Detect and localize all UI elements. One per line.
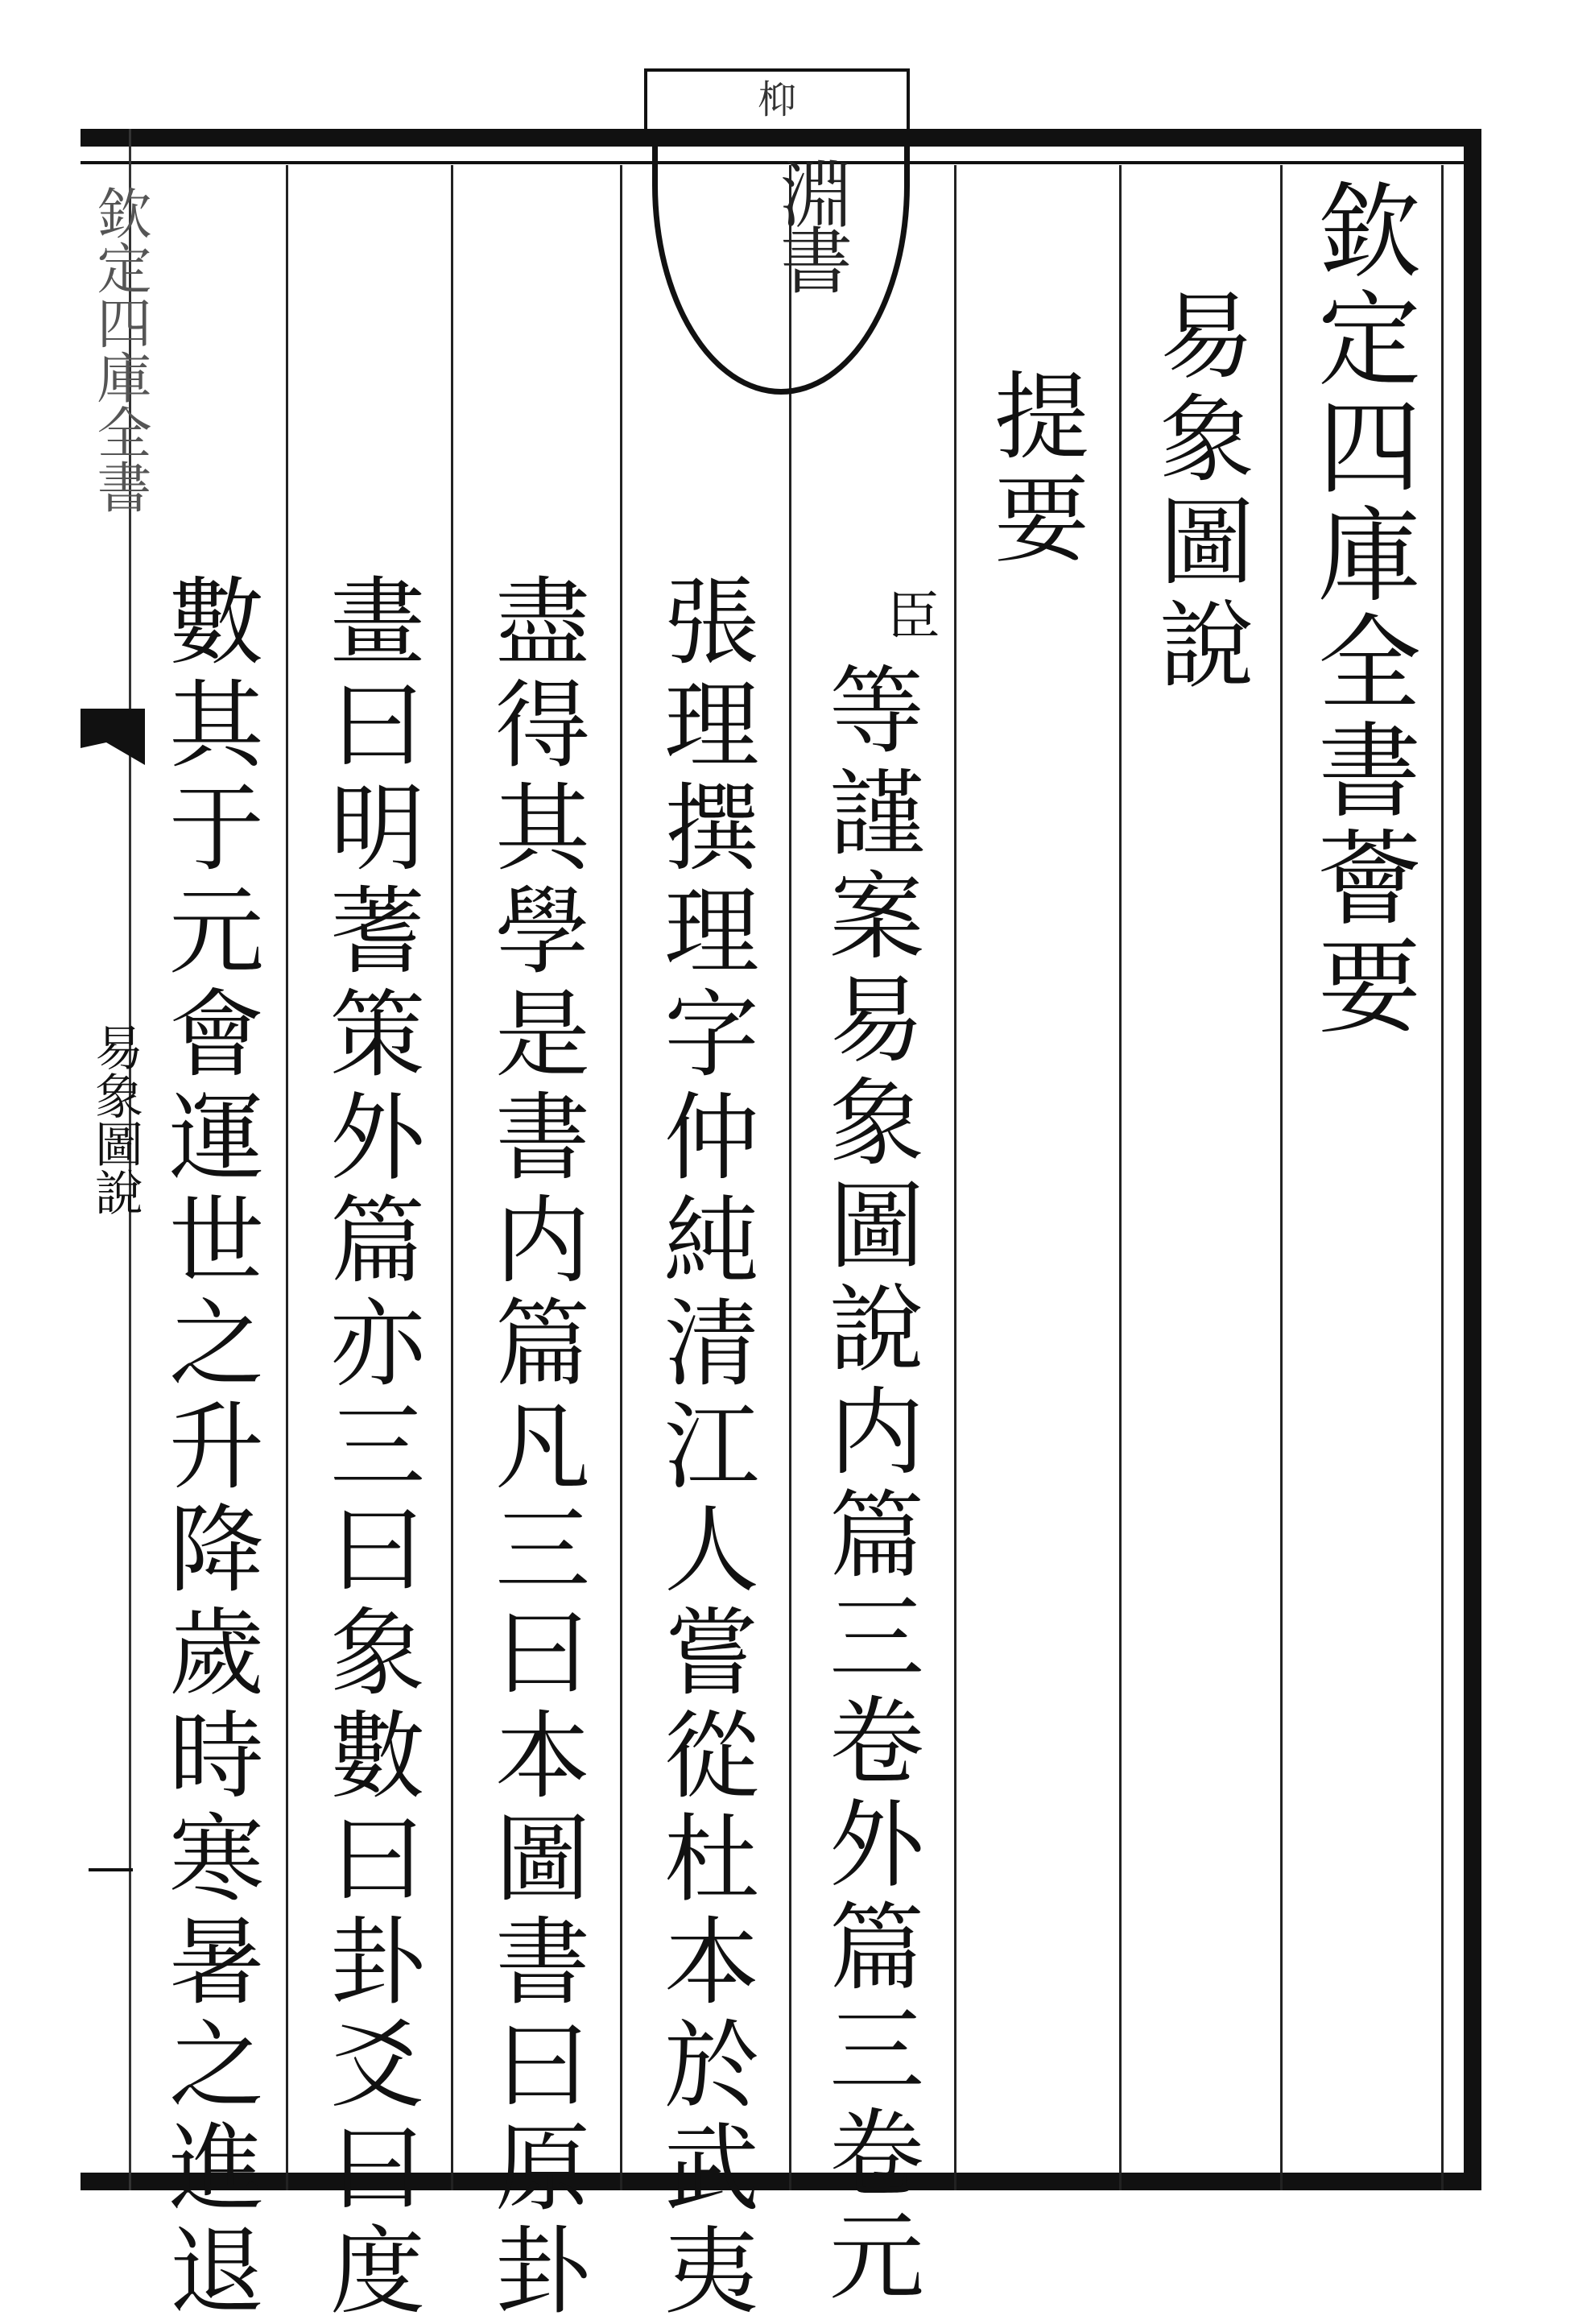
top-tab-label: 枊 bbox=[644, 68, 910, 129]
column-rule bbox=[451, 165, 453, 2190]
text-line-5: 數其于元會運世之升降歲時寒暑之進退 bbox=[153, 572, 264, 2324]
section-heading: 提要 bbox=[978, 366, 1089, 573]
column-rule bbox=[789, 165, 791, 2190]
seal-text: 淵書 bbox=[767, 157, 852, 289]
minister-mark: 臣 bbox=[878, 588, 940, 644]
page-frame bbox=[81, 129, 1481, 2190]
margin-tick bbox=[89, 1868, 133, 1871]
margin-series-text: 欽定四庫全書 bbox=[88, 185, 151, 514]
margin-book-title: 易象圖說 bbox=[87, 1023, 143, 1216]
series-title: 欽定四庫全書薈要 bbox=[1300, 177, 1420, 1040]
text-line-3: 盡得其學是書内篇凡三曰本圖書曰原卦 bbox=[479, 572, 590, 2324]
column-rule bbox=[954, 165, 956, 2190]
column-rule bbox=[1280, 165, 1283, 2190]
column-rule bbox=[286, 165, 288, 2190]
book-title: 易象圖說 bbox=[1143, 286, 1254, 698]
text-line-2: 張理撰理字仲純清江人嘗從杜本於武夷 bbox=[648, 572, 759, 2324]
text-line-4: 畫曰明蓍策外篇亦三曰象數曰卦爻曰度 bbox=[314, 572, 425, 2324]
column-rule bbox=[620, 165, 622, 2190]
text-line-1: 等謹案易象圖說内篇三卷外篇三卷元 bbox=[813, 660, 924, 2310]
column-rule bbox=[1119, 165, 1122, 2190]
column-rule bbox=[1441, 165, 1444, 2190]
